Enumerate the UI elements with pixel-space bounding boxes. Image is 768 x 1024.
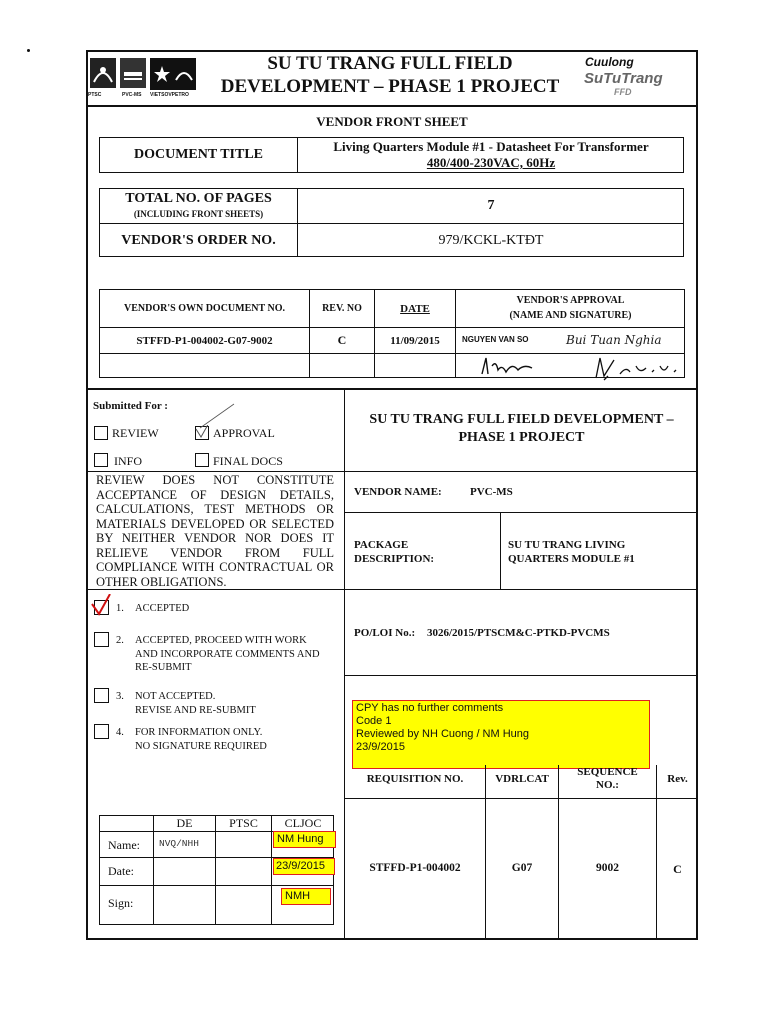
rev-value-req: C — [673, 862, 682, 876]
po-bottom — [344, 675, 698, 676]
vendor-name-value: PVC-MS — [470, 486, 513, 498]
info-checkbox[interactable] — [94, 453, 108, 467]
comment-line3: Reviewed by NH Cuong / NM Hung — [356, 728, 530, 740]
signoff-col-de: DE — [176, 815, 193, 830]
package-label-line1: PACKAGE — [354, 539, 409, 551]
approver-signature-2 — [590, 356, 680, 382]
status-2-line2: AND INCORPORATE COMMENTS AND — [135, 649, 320, 660]
approval-header-line1: VENDOR'S APPROVAL — [516, 295, 625, 306]
date-value: 11/09/2015 — [390, 334, 440, 347]
submitted-label: Submitted For : — [93, 400, 168, 412]
rev-header: REV. NO — [322, 303, 362, 314]
disclaimer-bottom — [86, 589, 344, 590]
doc-table-row2 — [99, 353, 685, 354]
date-header: DATE — [400, 302, 430, 315]
vendor-name-top — [344, 471, 698, 472]
order-no-value: 979/KCKL-KTĐT — [438, 232, 544, 248]
package-divider — [500, 512, 501, 589]
disclaimer-text: REVIEW DOES NOT CONSTITUTE ACCEPTANCE OF DESIGN DETAILS, CALCULATIONS, TEST METHODS OR MATERIALS DEVELOPED OR SELECTED BY NEITHER VENDOR NOR DOES IT RELIEVE VENDOR FROM FULL COMPLIANCE WITH CONTRACTUAL OR OTHER OBLIGATIONS. — [96, 473, 334, 589]
logo-caption-pvcms: PVC-MS — [122, 92, 142, 98]
status-4-line1: FOR INFORMATION ONLY. — [135, 727, 263, 738]
po-value: 3026/2015/PTSCM&C-PTKD-PVCMS — [427, 627, 610, 639]
review-checkbox[interactable] — [94, 426, 108, 440]
status-3-line2: REVISE AND RE-SUBMIT — [135, 705, 256, 716]
document-title-line1: Living Quarters Module #1 - Datasheet For Transformer — [333, 139, 649, 154]
final-docs-checkbox[interactable] — [195, 453, 209, 467]
signoff-row-date: Date: — [108, 864, 134, 878]
petrovietnam-logo — [90, 58, 116, 94]
signoff-row-name: Name: — [108, 838, 140, 852]
logo-caption-ptsc: PTSC — [88, 92, 102, 98]
seq-value: 9002 — [596, 862, 619, 874]
seq-header-line2: NO.: — [596, 779, 619, 791]
stray-mark — [27, 49, 30, 52]
package-label-line2: DESCRIPTION: — [354, 553, 435, 565]
signoff-col-ptsc: PTSC — [229, 815, 258, 830]
status-1-line1: ACCEPTED — [135, 603, 190, 614]
comment-line1: CPY has no further comments — [356, 702, 504, 714]
order-no-label: VENDOR'S ORDER NO. — [121, 232, 276, 248]
approver-handwritten: Bui Tuan Nghia — [566, 333, 662, 347]
logo-caption-vietsovpetro: VIETSOVPETRO — [150, 92, 189, 98]
pvc-ms-logo — [120, 58, 146, 94]
status-3-num: 3. — [116, 691, 124, 702]
package-value-line2: QUARTERS MODULE #1 — [508, 553, 635, 565]
cljoc-name-note: NM Hung — [273, 831, 336, 848]
total-pages-label: TOTAL NO. OF PAGES — [125, 191, 272, 206]
status-4-line2: NO SIGNATURE REQUIRED — [135, 741, 267, 752]
req-header: REQUISITION NO. — [366, 773, 464, 785]
cljoc-date-note: 23/9/2015 — [273, 858, 335, 875]
for-information-checkbox[interactable] — [94, 724, 109, 739]
package-top — [344, 512, 698, 513]
rev-value: C — [337, 333, 347, 347]
po-top — [344, 589, 698, 590]
sututrang-logo-text: SuTuTrang — [584, 70, 663, 87]
status-1-num: 1. — [116, 603, 124, 614]
final-docs-label: FINAL DOCS — [213, 454, 283, 468]
signoff-row3 — [99, 885, 334, 886]
vietsovpetro-logo — [150, 58, 196, 94]
header-title-line1: SU TU TRANG FULL FIELD — [267, 53, 513, 74]
doc-no-value: STFFD-P1-004002-G07-9002 — [136, 334, 273, 347]
status-3-line1: NOT ACCEPTED. — [135, 691, 216, 702]
doc-no-header: VENDOR'S OWN DOCUMENT NO. — [124, 303, 285, 314]
cuulong-logo-text: Cuulong — [585, 55, 634, 69]
vendor-name-label: VENDOR NAME: — [354, 486, 442, 498]
requisition-col2 — [558, 765, 559, 940]
project-title-line1: SU TU TRANG FULL FIELD DEVELOPMENT – — [369, 412, 674, 427]
cljoc-sign-note: NMH — [281, 888, 331, 905]
header-title-line2: DEVELOPMENT – PHASE 1 PROJECT — [220, 76, 560, 97]
document-title-label: DOCUMENT TITLE — [133, 147, 263, 162]
total-pages-sublabel: (INCLUDING FRONT SHEETS) — [133, 209, 264, 219]
ffd-logo-text: FFD — [614, 87, 632, 97]
approval-header-line2: (NAME AND SIGNATURE) — [509, 310, 632, 321]
not-accepted-checkbox[interactable] — [94, 688, 109, 703]
approver-name: NGUYEN VAN SO — [462, 335, 529, 344]
document-title-line2: 480/400-230VAC, 60Hz — [426, 155, 556, 170]
status-2-num: 2. — [116, 635, 124, 646]
req-value: STFFD-P1-004002 — [369, 862, 461, 874]
reviewer-comment-note — [352, 700, 650, 769]
signoff-de-name: NVQ/NHH — [159, 838, 199, 849]
vendor-front-sheet-heading: VENDOR FRONT SHEET — [316, 114, 468, 129]
rev-header-req: Rev. — [667, 773, 688, 785]
status-2-line1: ACCEPTED, PROCEED WITH WORK — [135, 635, 307, 646]
requisition-col3 — [656, 765, 657, 940]
package-value-line1: SU TU TRANG LIVING — [508, 539, 626, 551]
seq-header-line1: SEQUENCE — [577, 766, 638, 778]
accepted-with-comments-checkbox[interactable] — [94, 632, 109, 647]
comment-line4: 23/9/2015 — [356, 741, 405, 753]
comment-line2: Code 1 — [356, 715, 392, 727]
po-label: PO/LOI No.: — [354, 627, 416, 639]
review-label: REVIEW — [112, 426, 159, 440]
vdrl-header: VDRLCAT — [495, 773, 549, 785]
status-2-line3: RE-SUBMIT — [135, 662, 192, 673]
vdrl-value: G07 — [511, 862, 533, 874]
project-title-line2: PHASE 1 PROJECT — [458, 430, 585, 445]
signoff-col-cljoc: CLJOC — [284, 815, 322, 830]
requisition-col1 — [485, 765, 486, 940]
approver-signature-1 — [478, 356, 538, 378]
disclaimer-top — [86, 471, 344, 472]
approval-checkmark-stroke — [198, 402, 238, 432]
signoff-row-sign: Sign: — [108, 896, 134, 910]
header-divider — [86, 105, 698, 107]
requisition-top — [344, 798, 698, 799]
info-label: INFO — [114, 454, 143, 468]
total-pages-value: 7 — [487, 197, 495, 213]
accepted-checkmark — [90, 594, 112, 616]
status-4-num: 4. — [116, 727, 124, 738]
lower-section-top — [86, 388, 698, 390]
approval-label: APPROVAL — [213, 426, 275, 440]
